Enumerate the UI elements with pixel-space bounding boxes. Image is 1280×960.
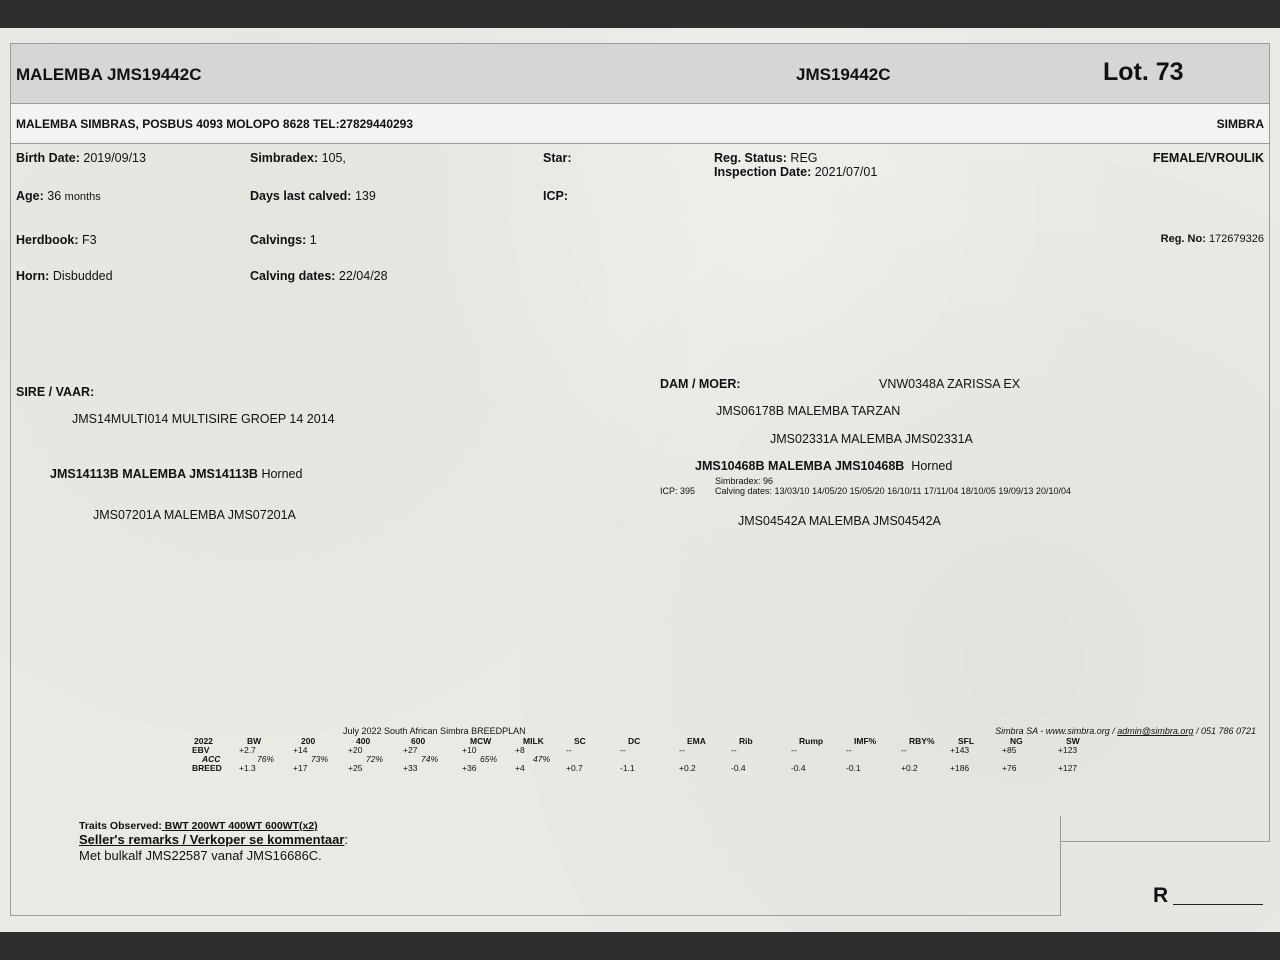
trait-header-400: 400	[356, 736, 371, 746]
breed-value-600: +33	[403, 763, 418, 773]
star-label: Star:	[543, 151, 572, 165]
breed-value-bw: +1.3	[239, 763, 256, 773]
trait-header-mcw: MCW	[470, 736, 492, 746]
trait-header-milk: MILK	[523, 736, 544, 746]
ebv-value-ng: +85	[1002, 745, 1017, 755]
breed-value-200: +17	[293, 763, 308, 773]
acc-value-400: 72%	[366, 754, 384, 764]
trait-header-600: 600	[411, 736, 426, 746]
acc-value-mcw: 65%	[480, 754, 498, 764]
breed-value-rby-pct: +0.2	[901, 763, 918, 773]
breed-label: SIMBRA	[1216, 117, 1264, 131]
acc-value-milk: 47%	[533, 754, 551, 764]
dam-dam: JMS04542A MALEMBA JMS04542A	[738, 514, 941, 528]
owner-band	[10, 104, 1270, 144]
frame-price-top	[1060, 841, 1270, 842]
ebv-value-rump: --	[791, 745, 797, 755]
animal-id: JMS19442C	[796, 65, 891, 84]
breedplan-email-link[interactable]: admin@simbra.org	[1117, 726, 1194, 736]
ebv-value-bw: +2.7	[239, 745, 256, 755]
breedplan-title: July 2022 South African Simbra BREEDPLAN	[343, 726, 526, 736]
days-last-calved: Days last calved: 139	[250, 189, 376, 203]
animal-title: MALEMBA JMS19442C	[16, 65, 202, 84]
acc-value-bw: 76%	[257, 754, 275, 764]
frame-right	[1269, 144, 1270, 842]
owner-details: MALEMBA SIMBRAS, POSBUS 4093 MOLOPO 8628 TEL:27829440293	[16, 117, 414, 131]
breed-value-mcw: +36	[462, 763, 477, 773]
sire-label: SIRE / VAAR:	[16, 385, 95, 399]
trait-header-sc: SC	[574, 736, 586, 746]
breed-value-dc: -1.1	[620, 763, 635, 773]
breed-value-400: +25	[348, 763, 363, 773]
breed-value-sc: +0.7	[566, 763, 583, 773]
trait-header-sfl: SFL	[958, 736, 975, 746]
breed-value-sw: +127	[1058, 763, 1078, 773]
trait-header-imf-pct: IMF%	[854, 736, 877, 746]
sex-label: FEMALE/VROULIK	[1152, 151, 1264, 165]
frame-bottom	[10, 915, 1061, 916]
sire-sire: JMS14MULTI014 MULTISIRE GROEP 14 2014	[72, 412, 335, 426]
trait-header-ema: EMA	[687, 736, 706, 746]
price-line[interactable]	[1173, 904, 1263, 905]
birth-date: Birth Date: 2019/09/13	[16, 151, 146, 165]
sellers-remarks-heading: Seller's remarks / Verkoper se kommentaar:	[79, 832, 349, 847]
ebv-value-sw: +123	[1058, 745, 1078, 755]
breed-value-imf-pct: -0.1	[846, 763, 861, 773]
breedplan-year: 2022	[194, 736, 213, 746]
trait-header-rump: Rump	[799, 736, 824, 746]
breed-value-ema: +0.2	[679, 763, 696, 773]
trait-header-dc: DC	[628, 736, 641, 746]
reg-status: Reg. Status: REG	[714, 151, 818, 165]
price-prefix: R	[1153, 884, 1169, 907]
dam-sire: JMS06178B MALEMBA TARZAN	[716, 404, 901, 418]
frame-left	[10, 144, 11, 916]
age: Age: 36 months	[16, 189, 101, 203]
breed-value-ng: +76	[1002, 763, 1017, 773]
reg-no: Reg. No: 172679326	[1160, 233, 1264, 245]
horn-status: Horn: Disbudded	[16, 269, 113, 283]
ebv-value-rib: --	[731, 745, 737, 755]
calvings: Calvings: 1	[250, 233, 317, 247]
trait-header-200: 200	[301, 736, 316, 746]
ebv-value-rby-pct: --	[901, 745, 907, 755]
ebv-value-200: +14	[293, 745, 308, 755]
ebv-value-imf-pct: --	[846, 745, 852, 755]
sellers-remarks-text: Met bulkalf JMS22587 vanaf JMS16686C.	[79, 848, 322, 863]
ebv-value-dc: --	[620, 745, 626, 755]
ebv-value-ema: --	[679, 745, 685, 755]
trait-header-rib: Rib	[739, 736, 753, 746]
breed-value-rump: -0.4	[791, 763, 806, 773]
lot-number: Lot. 73	[1103, 58, 1184, 86]
ebv-value-mcw: +10	[462, 745, 477, 755]
breedplan-credit: Simbra SA - www.simbra.org / admin@simbra.org / 051 786 0721	[995, 726, 1256, 736]
lot-header	[10, 43, 1270, 104]
frame-divider	[1060, 816, 1061, 916]
calving-dates: Calving dates: 22/04/28	[250, 269, 388, 283]
trait-header-bw: BW	[247, 736, 262, 746]
breed-value-sfl: +186	[950, 763, 970, 773]
dam: JMS10468B MALEMBA JMS10468B Horned	[695, 459, 953, 473]
ebv-value-sc: --	[566, 745, 572, 755]
trait-header-rby-pct: RBY%	[909, 736, 935, 746]
dam-calving-dates: Calving dates: 13/03/10 14/05/20 15/05/20 16/10/11 17/11/04 18/10/05 19/09/13 20/10/04	[715, 486, 1071, 496]
row-label-ebv: EBV	[192, 745, 210, 755]
acc-value-600: 74%	[421, 754, 439, 764]
ebv-value-sfl: +143	[950, 745, 970, 755]
sire-dam: JMS07201A MALEMBA JMS07201A	[93, 508, 296, 522]
dam-icp: ICP: 395	[660, 486, 696, 496]
breed-value-milk: +4	[515, 763, 525, 773]
row-label-acc: ACC	[202, 754, 221, 764]
simbradex: Simbradex: 105,	[250, 151, 346, 165]
trait-header-sw: SW	[1066, 736, 1080, 746]
dam-sire-dam: JMS02331A MALEMBA JMS02331A	[770, 432, 973, 446]
row-label-breed: BREED	[192, 763, 222, 773]
ebv-value-milk: +8	[515, 745, 525, 755]
herdbook: Herdbook: F3	[16, 233, 97, 247]
dam-sire-sire: VNW0348A ZARISSA EX	[879, 377, 1021, 391]
inspection-date: Inspection Date: 2021/07/01	[714, 165, 878, 179]
trait-header-ng: NG	[1010, 736, 1023, 746]
dam-simbradex: Simbradex: 96	[715, 476, 774, 486]
dam-label: DAM / MOER:	[660, 377, 741, 391]
ebv-value-600: +27	[403, 745, 418, 755]
traits-observed: Traits Observed: BWT 200WT 400WT 600WT(x2)	[79, 820, 318, 832]
icp-label: ICP:	[543, 189, 568, 203]
ebv-value-400: +20	[348, 745, 363, 755]
sire: JMS14113B MALEMBA JMS14113B Horned	[50, 467, 303, 481]
acc-value-200: 73%	[311, 754, 329, 764]
breed-value-rib: -0.4	[731, 763, 746, 773]
